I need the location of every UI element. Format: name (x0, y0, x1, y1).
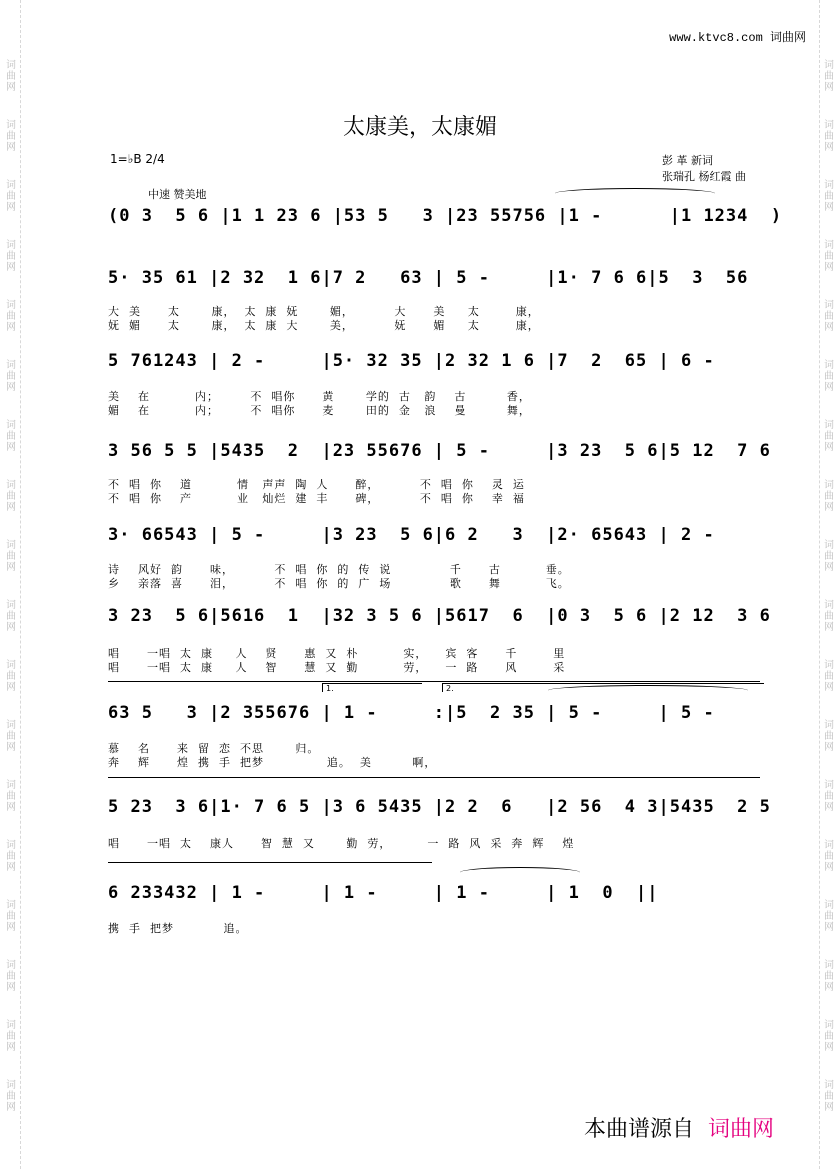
watermark-text: 词 曲 网 (824, 600, 834, 633)
site-header[interactable]: www.ktvc8.com 词曲网 (669, 31, 806, 45)
system-line (108, 862, 432, 863)
lyric-line: 唱 一唱 太 康 人 贤 惠 又 朴 实， 宾 客 千 里 (108, 647, 566, 660)
watermark-text: 词 曲 网 (824, 720, 834, 753)
footer-source (584, 1112, 774, 1143)
watermark-text: 词 曲 网 (824, 60, 834, 93)
watermark-text: 词 曲 网 (6, 420, 16, 453)
footer-source-label: 本曲谱源自 (584, 1117, 695, 1142)
staff-row-3 (108, 343, 760, 377)
system-line (108, 681, 760, 682)
notation: 3 56 5 5 |5435 2 |23 55676 | 5 - |3 23 5 6|5 12 7 6 (108, 441, 771, 461)
notation: (0 3 5 6 |1 1 23 6 |53 5 3 |23 55756 |1 - |1 1234 ) (108, 206, 783, 226)
lyric-line: 慕 名 来 留 恋 不思 归。 (108, 742, 320, 755)
notation: 3· 66543 | 5 - |3 23 5 6|6 2 3 |2· 65643 | 2 - (108, 525, 715, 545)
staff-row-8 (108, 789, 771, 823)
tie-arc (555, 188, 715, 199)
lyric-line: 媚 在 内； 不 唱你 麦 田的 金 浪 曼 舞， (108, 404, 531, 417)
staff-row-7 (108, 695, 760, 729)
watermark-text: 词 曲 网 (824, 1080, 834, 1113)
key-signature: 1=♭B 2/4 (110, 152, 165, 166)
watermark-text: 词 曲 网 (824, 540, 834, 573)
watermark-text: 词 曲 网 (824, 780, 834, 813)
staff-row-2 (108, 260, 760, 294)
staff-row-5 (108, 517, 760, 551)
watermark-text: 词 曲 网 (6, 180, 16, 213)
volta-2: 2. (442, 683, 764, 692)
tempo-marking: 中速 赞美地 (148, 188, 207, 201)
left-watermark-strip (2, 0, 21, 1169)
watermark-text: 词 曲 网 (824, 360, 834, 393)
watermark-text: 词 曲 网 (824, 960, 834, 993)
watermark-text: 词 曲 网 (824, 300, 834, 333)
watermark-text: 词 曲 网 (6, 1020, 16, 1053)
lyric-line: 大 美 太 康， 太 康 妩 媚， 大 美 太 康， (108, 305, 540, 318)
song-title: 太康美，太康媚 (342, 115, 497, 140)
watermark-text: 词 曲 网 (6, 540, 16, 573)
notation: 3 23 5 6|5616 1 |32 3 5 6 |5617 6 |0 3 5 6 |2 12 3 6 (108, 606, 771, 626)
watermark-text: 词 曲 网 (6, 300, 16, 333)
lyric-line: 乡 亲落 喜 泪， 不 唱 你 的 广 场 歌 舞 飞。 (108, 577, 570, 590)
notation: 63 5 3 |2 355676 | 1 - :|5 2 35 | 5 - | 5 - (108, 703, 715, 723)
watermark-text: 词 曲 网 (6, 900, 16, 933)
lyric-line: 诗 风好 韵 味， 不 唱 你 的 传 说 千 古 垂。 (108, 563, 570, 576)
watermark-text: 词 曲 网 (824, 660, 834, 693)
notation: 5 761243 | 2 - |5· 32 35 |2 32 1 6 |7 2 65 | 6 - (108, 351, 715, 371)
lyric-line: 美 在 内； 不 唱你 黄 学的 古 韵 古 香， (108, 390, 531, 403)
lyric-line: 不 唱 你 道 情 声声 陶 人 醉， 不 唱 你 灵 运 (108, 478, 525, 491)
watermark-text: 词 曲 网 (824, 1020, 834, 1053)
right-watermark-strip (819, 0, 838, 1169)
staff-row-9 (108, 875, 760, 909)
lyric-line: 奔 辉 煌 携 手 把梦 追。 美 啊， (108, 756, 437, 769)
watermark-text: 词 曲 网 (6, 240, 16, 273)
notation: 6 233432 | 1 - | 1 - | 1 - | 1 0 || (108, 883, 659, 903)
watermark-text: 词 曲 网 (824, 480, 834, 513)
tie-arc (460, 867, 580, 878)
staff-row-4 (108, 433, 771, 467)
lyricist: 彭 革 新词 (662, 154, 713, 167)
watermark-text: 词 曲 网 (6, 120, 16, 153)
notation: 5· 35 61 |2 32 1 6|7 2 63 | 5 - |1· 7 6 6|5 3 56 (108, 268, 749, 288)
footer-brand-link[interactable]: 词曲网 (708, 1117, 775, 1142)
watermark-text: 词 曲 网 (824, 240, 834, 273)
lyric-line: 唱 一唱 太 康人 智 慧 又 勤 劳， 一 路 风 采 奔 辉 煌 (108, 837, 575, 850)
watermark-text: 词 曲 网 (6, 960, 16, 993)
system-line (108, 777, 760, 778)
composer: 张瑞孔 杨红霞 曲 (662, 170, 746, 183)
watermark-text: 词 曲 网 (6, 480, 16, 513)
watermark-text: 词 曲 网 (824, 900, 834, 933)
lyric-line: 携 手 把梦 追。 (108, 922, 248, 935)
watermark-text: 词 曲 网 (824, 180, 834, 213)
watermark-text: 词 曲 网 (824, 120, 834, 153)
tie-arc (548, 685, 748, 696)
lyric-line: 不 唱 你 产 业 灿烂 建 丰 碑， 不 唱 你 幸 福 (108, 492, 525, 505)
volta-1: 1. (322, 683, 422, 692)
staff-row-1 (108, 198, 783, 232)
credits (662, 153, 746, 185)
watermark-text: 词 曲 网 (6, 1080, 16, 1113)
watermark-text: 词 曲 网 (824, 420, 834, 453)
watermark-text: 词 曲 网 (824, 840, 834, 873)
watermark-text: 词 曲 网 (6, 60, 16, 93)
watermark-text: 词 曲 网 (6, 600, 16, 633)
watermark-text: 词 曲 网 (6, 780, 16, 813)
lyric-line: 唱 一唱 太 康 人 智 慧 又 勤 劳， 一 路 风 采 (108, 661, 566, 674)
watermark-text: 词 曲 网 (6, 660, 16, 693)
watermark-text: 词 曲 网 (6, 840, 16, 873)
watermark-text: 词 曲 网 (6, 360, 16, 393)
notation: 5 23 3 6|1· 7 6 5 |3 6 5435 |2 2 6 |2 56 4 3|5435 2 5 (108, 797, 771, 817)
watermark-text: 词 曲 网 (6, 720, 16, 753)
staff-row-6 (108, 598, 771, 632)
lyric-line: 妩 媚 太 康， 太 康 大 美， 妩 媚 太 康， (108, 319, 540, 332)
